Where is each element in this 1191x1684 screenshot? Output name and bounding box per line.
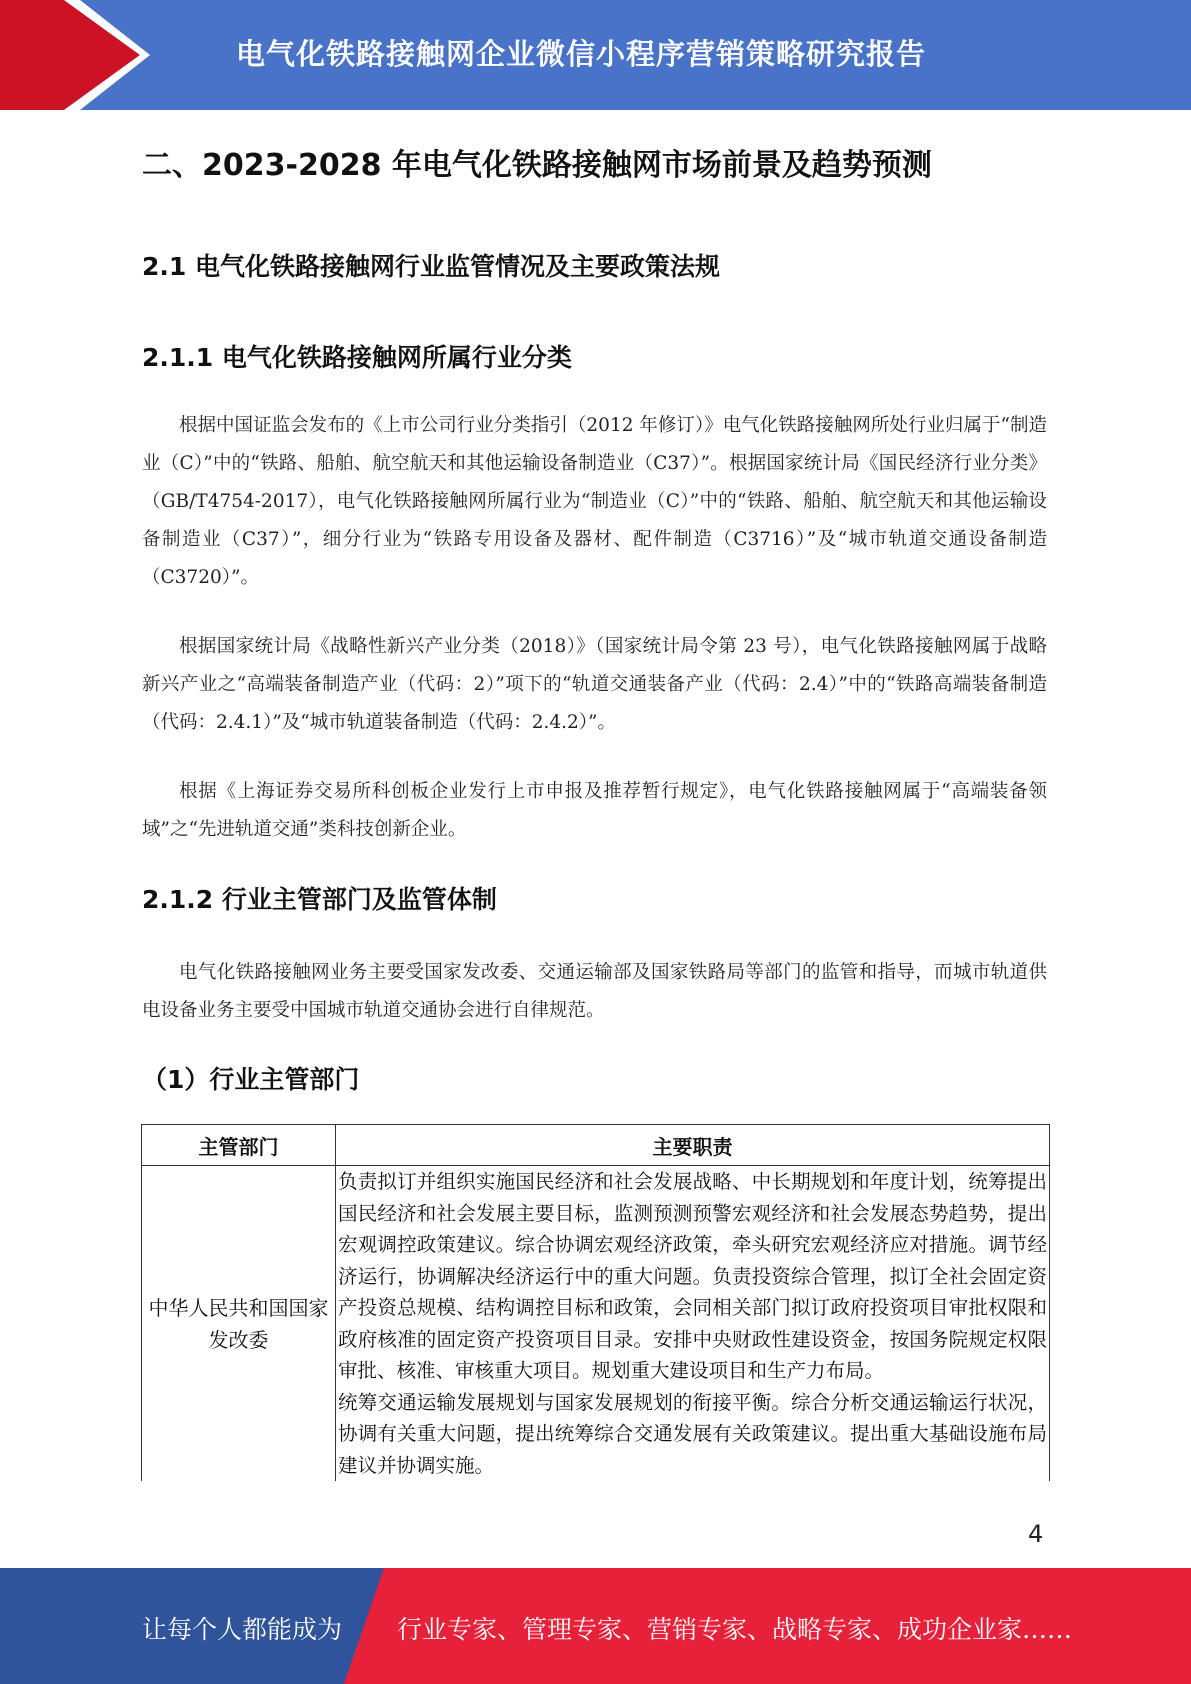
department-cell: 中华人民共和国国家发改委 bbox=[142, 1166, 336, 1482]
authority-table bbox=[141, 1124, 1050, 1481]
page-number: 4 bbox=[1028, 1520, 1044, 1548]
page-header bbox=[0, 0, 1191, 110]
responsibilities-cell bbox=[336, 1166, 1050, 1482]
paragraph-regulators: 电气化铁路接触网业务主要受国家发改委、交通运输部及国家铁路局等部门的监管和指导，而城市轨道供电设备业务主要受中国城市轨道交通协会进行自律规范。 bbox=[142, 962, 1047, 1021]
footer-slogan-left: 让每个人都能成为 bbox=[142, 1615, 343, 1644]
footer-slogan-right: 行业专家、管理专家、营销专家、战略专家、成功企业家…… bbox=[397, 1615, 1073, 1644]
page-footer bbox=[0, 1568, 1191, 1684]
table-header-row bbox=[142, 1125, 1050, 1166]
heading-2-1: 2.1 电气化铁路接触网行业监管情况及主要政策法规 bbox=[142, 252, 720, 281]
heading-2-1-2: 2.1.2 行业主管部门及监管体制 bbox=[142, 885, 497, 914]
responsibility-text: 负责拟订并组织实施国民经济和社会发展战略、中长期规划和年度计划，统筹提出国民经济和社会发展主要目标，监测预测预警宏观经济和社会发展态势趋势，提出宏观调控政策建议。综合协调宏观经济政策，牵头研究宏观经济应对措施。调节经济运行，协调解决经济运行中的重大问题。负责投资综合管理，拟订全社会固定资产投资总规模、结构调控目标和政策，会同相关部门拟订政府投资项目审批权限和政府核准的固定资产投资项目目录。安排中央财政性建设资金，按国务院规定权限审批、核准、审核重大项目。规划重大建设项目和生产力布局。 bbox=[338, 1170, 1047, 1382]
heading-2-1-1: 2.1.1 电气化铁路接触网所属行业分类 bbox=[142, 343, 572, 372]
paragraph-industry-classification: 根据中国证监会发布的《上市公司行业分类指引（2012 年修订）》电气化铁路接触网所处行业归属于“制造业（C）”中的“铁路、船舶、航空航天和其他运输设备制造业（C37）”。根据国家统计局《国民经济行业分类》（GB/T4754-2017），电气化铁路接触网所属行业为“制造业（C）”中的“铁路、船舶、航空航天和其他运输设备制造业（C37）”，细分行业为“铁路专用设备及器材、配件制造（C3716）”及“城市轨道交通设备制造（C3720）”。 bbox=[142, 415, 1047, 588]
column-header-responsibilities: 主要职责 bbox=[336, 1125, 1050, 1166]
header-arrow-decoration bbox=[0, 0, 180, 110]
paragraph-strategic-industry: 根据国家统计局《战略性新兴产业分类（2018）》（国家统计局令第 23 号），电气化铁路接触网属于战略新兴产业之“高端装备制造产业（代码：2）”项下的“轨道交通装备产业（代码：2.4）”中的“铁路高端装备制造（代码：2.4.1）”及“城市轨道装备制造（代码：2.4.2）”。 bbox=[142, 636, 1047, 733]
column-header-department: 主管部门 bbox=[142, 1125, 336, 1166]
header-title: 电气化铁路接触网企业微信小程序营销策略研究报告 bbox=[236, 37, 927, 71]
section-title: 二、2023-2028 年电气化铁路接触网市场前景及趋势预测 bbox=[142, 148, 932, 183]
table-row bbox=[142, 1166, 1050, 1482]
responsibility-text: 统筹交通运输发展规划与国家发展规划的衔接平衡。综合分析交通运输运行状况，协调有关重大问题，提出统筹综合交通发展有关政策建议。提出重大基础设施布局建议并协调实施。 bbox=[338, 1390, 1047, 1477]
heading-industry-authorities: （1）行业主管部门 bbox=[142, 1065, 360, 1094]
paragraph-star-market: 根据《上海证券交易所科创板企业发行上市申报及推荐暂行规定》，电气化铁路接触网属于“高端装备领域”之“先进轨道交通”类科技创新企业。 bbox=[142, 781, 1047, 840]
